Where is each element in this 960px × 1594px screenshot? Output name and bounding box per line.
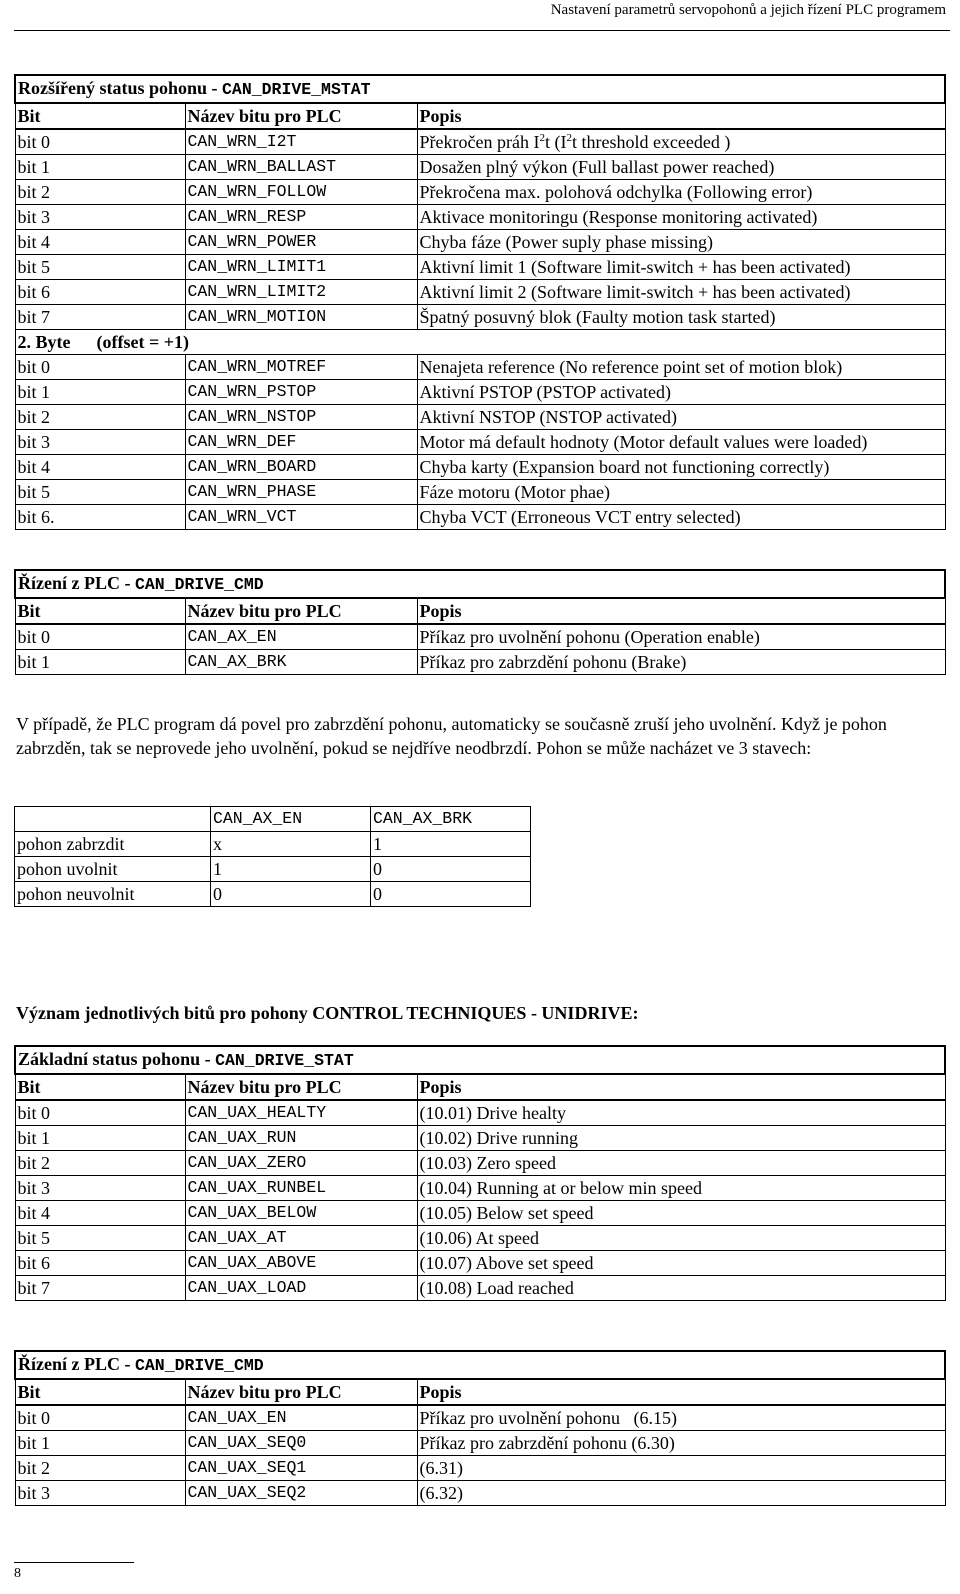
basic-status-table	[14, 1045, 946, 1301]
cell-name: CAN_WRN_NSTOP	[185, 405, 417, 430]
states-row	[15, 832, 531, 857]
cell-bit: bit 4	[15, 455, 185, 480]
table-title-code: CAN_DRIVE_STAT	[215, 1051, 354, 1070]
cell-name: CAN_UAX_RUNBEL	[185, 1176, 417, 1201]
cell-name: CAN_WRN_LIMIT2	[185, 280, 417, 305]
cell-desc: Příkaz pro zabrzdění pohonu (Brake)	[417, 650, 945, 675]
col-header-desc: Popis	[417, 1074, 945, 1100]
cell-name: CAN_UAX_ZERO	[185, 1151, 417, 1176]
cell-name: CAN_WRN_BALLAST	[185, 155, 417, 180]
cell-name: CAN_UAX_SEQ0	[185, 1431, 417, 1456]
cell-desc: Fáze motoru (Motor phae)	[417, 480, 945, 505]
state-brk: 0	[371, 857, 531, 882]
cell-desc: (10.02) Drive running	[417, 1126, 945, 1151]
cell-name: CAN_WRN_PSTOP	[185, 380, 417, 405]
cell-bit: bit 1	[15, 380, 185, 405]
cell-desc: Chyba karty (Expansion board not functioning correctly)	[417, 455, 945, 480]
cell-bit: bit 0	[15, 1405, 185, 1431]
cell-bit: bit 0	[15, 624, 185, 650]
table-row	[15, 1176, 945, 1201]
cell-name: CAN_UAX_LOAD	[185, 1276, 417, 1301]
cell-desc: Chyba fáze (Power suply phase missing)	[417, 230, 945, 255]
cell-name: CAN_WRN_VCT	[185, 505, 417, 530]
cell-name: CAN_WRN_I2T	[185, 129, 417, 155]
cell-name: CAN_UAX_SEQ1	[185, 1456, 417, 1481]
cell-bit: bit 3	[15, 1481, 185, 1506]
plc-command-table	[14, 569, 946, 675]
cell-desc: Příkaz pro uvolnění pohonu (Operation enable)	[417, 624, 945, 650]
table-row	[15, 1481, 945, 1506]
table-title-code: CAN_DRIVE_CMD	[134, 575, 264, 594]
cell-desc: Aktivace monitoringu (Response monitoring activated)	[417, 205, 945, 230]
table-row	[15, 650, 945, 675]
cell-bit: bit 2	[15, 1151, 185, 1176]
cell-desc: (6.32)	[417, 1481, 945, 1506]
cell-bit: bit 1	[15, 650, 185, 675]
cell-bit: bit 0	[15, 129, 185, 155]
cell-bit: bit 7	[15, 1276, 185, 1301]
cell-name: CAN_WRN_FOLLOW	[185, 180, 417, 205]
table-row	[15, 430, 945, 455]
cell-bit: bit 2	[15, 180, 185, 205]
table-row	[15, 280, 945, 305]
cell-name: CAN_WRN_MOTREF	[185, 355, 417, 380]
col-header-bit: Bit	[15, 1074, 185, 1100]
extended-status-table	[14, 74, 946, 530]
table-row	[15, 1276, 945, 1301]
cell-name: CAN_WRN_POWER	[185, 230, 417, 255]
cell-desc: (10.04) Running at or below min speed	[417, 1176, 945, 1201]
col-header-desc: Popis	[417, 1379, 945, 1405]
state-label: pohon neuvolnit	[15, 882, 211, 907]
cell-bit: bit 6	[15, 280, 185, 305]
table-row	[15, 1405, 945, 1431]
cell-name: CAN_WRN_DEF	[185, 430, 417, 455]
cell-desc: (10.03) Zero speed	[417, 1151, 945, 1176]
table-row	[15, 505, 945, 530]
table-title-row	[15, 1351, 945, 1379]
table-title-row	[15, 570, 945, 598]
table-title: Základní status pohonu -	[18, 1049, 216, 1069]
cell-desc: Špatný posuvný blok (Faulty motion task started)	[417, 305, 945, 330]
table-title: Řízení z PLC -	[18, 1354, 135, 1374]
table-row	[15, 480, 945, 505]
table-row	[15, 255, 945, 280]
state-label: pohon uvolnit	[15, 857, 211, 882]
table-title: Rozšířený status pohonu -	[18, 78, 223, 98]
cell-name: CAN_WRN_LIMIT1	[185, 255, 417, 280]
cell-desc: Motor má default hodnoty (Motor default values were loaded)	[417, 430, 945, 455]
cell-bit: bit 5	[15, 480, 185, 505]
column-header-row	[15, 103, 945, 129]
cell-name: CAN_UAX_BELOW	[185, 1201, 417, 1226]
cell-desc: Aktivní limit 2 (Software limit-switch + has been activated)	[417, 280, 945, 305]
cell-desc: (6.31)	[417, 1456, 945, 1481]
byte-separator-row	[15, 330, 945, 355]
table-row	[15, 230, 945, 255]
col-header-name: Název bitu pro PLC	[185, 1074, 417, 1100]
cell-name: CAN_UAX_RUN	[185, 1126, 417, 1151]
unidrive-command-table	[14, 1350, 946, 1506]
cell-name: CAN_WRN_MOTION	[185, 305, 417, 330]
cell-bit: bit 4	[15, 230, 185, 255]
cell-bit: bit 1	[15, 1431, 185, 1456]
cell-desc: Aktivní PSTOP (PSTOP activated)	[417, 380, 945, 405]
state-brk: 0	[371, 882, 531, 907]
states-table	[14, 806, 531, 907]
cell-desc: (10.05) Below set speed	[417, 1201, 945, 1226]
byte-offset: (offset = +1)	[96, 332, 189, 352]
running-header-title: Nastavení parametrů servopohonů a jejich řízení PLC programem	[550, 2, 946, 18]
table-title-row	[15, 1046, 945, 1074]
cell-bit: bit 2	[15, 405, 185, 430]
cell-bit: bit 3	[15, 1176, 185, 1201]
column-header-row	[15, 598, 945, 624]
cell-bit: bit 5	[15, 1226, 185, 1251]
states-row	[15, 857, 531, 882]
table-row	[15, 1251, 945, 1276]
header-rule	[14, 30, 950, 31]
cell-desc: (10.01) Drive healty	[417, 1100, 945, 1126]
col-header-name: Název bitu pro PLC	[185, 103, 417, 129]
cell-name: CAN_UAX_EN	[185, 1405, 417, 1431]
cell-desc: Překročen práh $I^2t$ ($I^2t$ threshold exceeded )	[417, 129, 945, 155]
col-header-bit: Bit	[15, 103, 185, 129]
table-row	[15, 180, 945, 205]
cell-desc: (10.07) Above set speed	[417, 1251, 945, 1276]
state-en: x	[211, 832, 371, 857]
brake-paragraph: V případě, že PLC program dá povel pro zabrzdění pohonu, automaticky se současně zruší jeho uvolnění. Když je pohon zabrzděn, tak se neprovede jeho uvolnění, pokud se nejdříve neodbrzdí. Pohon se může nacházet ve 3 stavech:	[16, 714, 887, 758]
cell-bit: bit 3	[15, 430, 185, 455]
states-header-row	[15, 807, 531, 832]
cell-desc: Překročena max. polohová odchylka (Following error)	[417, 180, 945, 205]
cell-name: CAN_WRN_BOARD	[185, 455, 417, 480]
table-row	[15, 1151, 945, 1176]
cell-bit: bit 6.	[15, 505, 185, 530]
column-header-row	[15, 1074, 945, 1100]
col-header-name: Název bitu pro PLC	[185, 1379, 417, 1405]
cell-desc: Chyba VCT (Erroneous VCT entry selected)	[417, 505, 945, 530]
col-header-desc: Popis	[417, 103, 945, 129]
table-row	[15, 1456, 945, 1481]
cell-desc: Dosažen plný výkon (Full ballast power reached)	[417, 155, 945, 180]
table-row	[15, 1431, 945, 1456]
cell-bit: bit 2	[15, 1456, 185, 1481]
cell-bit: bit 3	[15, 205, 185, 230]
state-en: 1	[211, 857, 371, 882]
table-row	[15, 1226, 945, 1251]
cell-bit: bit 1	[15, 1126, 185, 1151]
cell-desc: Nenajeta reference (No reference point set of motion blok)	[417, 355, 945, 380]
page-number: 8	[14, 1566, 21, 1581]
table-row	[15, 405, 945, 430]
col-header-bit: Bit	[15, 1379, 185, 1405]
byte-label: 2. Byte	[17, 332, 71, 352]
col-header-name: Název bitu pro PLC	[185, 598, 417, 624]
cell-bit: bit 5	[15, 255, 185, 280]
cell-name: CAN_UAX_SEQ2	[185, 1481, 417, 1506]
table-title-code: CAN_DRIVE_MSTAT	[222, 80, 371, 99]
cell-desc: Aktivní NSTOP (NSTOP activated)	[417, 405, 945, 430]
states-col-en: CAN_AX_EN	[211, 807, 371, 832]
cell-name: CAN_AX_BRK	[185, 650, 417, 675]
col-header-desc: Popis	[417, 598, 945, 624]
footer-rule	[14, 1562, 134, 1563]
cell-name: CAN_WRN_PHASE	[185, 480, 417, 505]
col-header-bit: Bit	[15, 598, 185, 624]
cell-bit: bit 0	[15, 1100, 185, 1126]
table-row	[15, 1126, 945, 1151]
table-row	[15, 1100, 945, 1126]
cell-name: CAN_UAX_HEALTY	[185, 1100, 417, 1126]
table-title-row	[15, 75, 945, 103]
column-header-row	[15, 1379, 945, 1405]
table-row	[15, 380, 945, 405]
section-heading: Význam jednotlivých bitů pro pohony CONTROL TECHNIQUES - UNIDRIVE:	[16, 1003, 639, 1023]
cell-desc: Aktivní limit 1 (Software limit-switch + has been activated)	[417, 255, 945, 280]
table-row	[15, 455, 945, 480]
cell-bit: bit 1	[15, 155, 185, 180]
cell-desc: (10.08) Load reached	[417, 1276, 945, 1301]
state-brk: 1	[371, 832, 531, 857]
table-row	[15, 305, 945, 330]
cell-desc: Příkaz pro zabrzdění pohonu (6.30)	[417, 1431, 945, 1456]
page-header	[0, 0, 960, 36]
cell-desc: Příkaz pro uvolnění pohonu (6.15)	[417, 1405, 945, 1431]
table-row	[15, 205, 945, 230]
table-row	[15, 1201, 945, 1226]
table-row	[15, 155, 945, 180]
cell-bit: bit 7	[15, 305, 185, 330]
states-col-empty	[15, 807, 211, 832]
table-row	[15, 624, 945, 650]
table-title-code: CAN_DRIVE_CMD	[134, 1356, 264, 1375]
table-title: Řízení z PLC -	[18, 573, 135, 593]
cell-bit: bit 0	[15, 355, 185, 380]
cell-bit: bit 6	[15, 1251, 185, 1276]
cell-desc: (10.06) At speed	[417, 1226, 945, 1251]
cell-name: CAN_WRN_RESP	[185, 205, 417, 230]
state-label: pohon zabrzdit	[15, 832, 211, 857]
states-row	[15, 882, 531, 907]
table-row	[15, 129, 945, 155]
states-col-brk: CAN_AX_BRK	[371, 807, 531, 832]
cell-bit: bit 4	[15, 1201, 185, 1226]
cell-name: CAN_AX_EN	[185, 624, 417, 650]
cell-name: CAN_UAX_AT	[185, 1226, 417, 1251]
state-en: 0	[211, 882, 371, 907]
table-row	[15, 355, 945, 380]
cell-name: CAN_UAX_ABOVE	[185, 1251, 417, 1276]
